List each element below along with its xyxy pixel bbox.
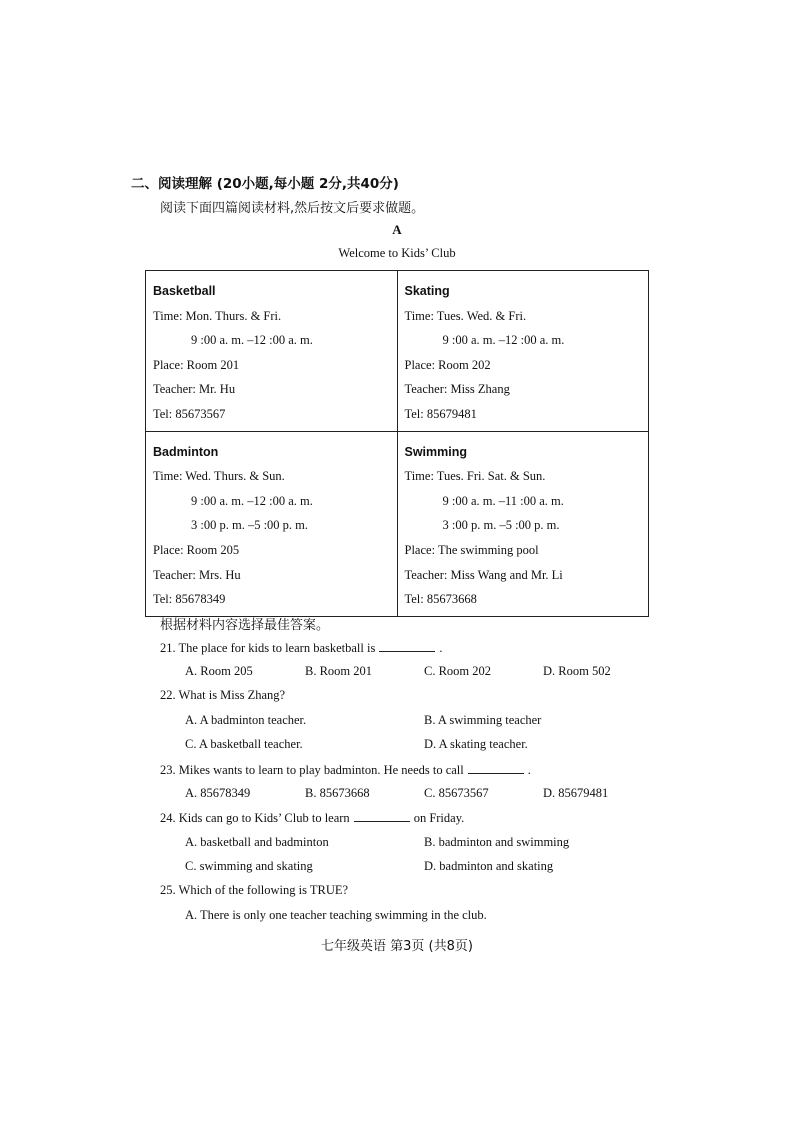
- table-row: [146, 271, 649, 432]
- question-stem-end: .: [527, 763, 531, 777]
- club-teacher: Teacher: Mrs. Hu: [153, 567, 241, 582]
- club-name: Badminton: [153, 444, 219, 459]
- club-tel: Tel: 85679481: [404, 406, 477, 421]
- club-tel: Tel: 85673668: [404, 592, 477, 607]
- club-place: Place: Room 201: [153, 357, 240, 372]
- club-teacher: Teacher: Miss Zhang: [404, 382, 510, 397]
- question-25: 25. Which of the following is TRUE?: [160, 883, 349, 897]
- question-21: [160, 640, 442, 656]
- club-cell-basketball: [146, 271, 398, 432]
- club-time-slot: 9 :00 a. m. –11 :00 a. m.: [442, 493, 564, 508]
- club-time-slot: 3 :00 p. m. –5 :00 p. m.: [442, 518, 560, 533]
- club-tel: Tel: 85673567: [153, 406, 226, 421]
- club-place: Place: Room 205: [153, 542, 240, 557]
- option-22-a[interactable]: A. A badminton teacher.: [185, 713, 307, 727]
- option-25-a[interactable]: A. There is only one teacher teaching swimming in the club.: [185, 908, 487, 922]
- club-time: Time: Wed. Thurs. & Sun.: [153, 469, 285, 484]
- club-time: Time: Mon. Thurs. & Fri.: [153, 308, 282, 323]
- option-21-c[interactable]: C. Room 202: [424, 664, 492, 678]
- table-row: [146, 431, 649, 616]
- club-place: Place: The swimming pool: [404, 542, 539, 557]
- club-time: Time: Tues. Wed. & Fri.: [404, 308, 527, 323]
- option-23-d[interactable]: D. 85679481: [543, 786, 609, 800]
- option-22-b[interactable]: B. A swimming teacher: [424, 713, 542, 727]
- option-22-c[interactable]: C. A basketball teacher.: [185, 737, 303, 751]
- option-23-a[interactable]: A. 85678349: [185, 786, 251, 800]
- club-cell-skating: [397, 271, 649, 432]
- option-24-d[interactable]: D. badminton and skating: [424, 859, 554, 873]
- question-stem-end: on Friday.: [413, 811, 465, 825]
- page-footer: 七年级英语 第3页 (共8页): [321, 939, 473, 954]
- questions-instruction: 根据材料内容选择最佳答案。: [160, 618, 330, 633]
- club-name: Skating: [404, 284, 450, 298]
- answer-blank[interactable]: [468, 762, 524, 774]
- section-title: 二、阅读理解 (20小题,每小题 2分,共40分): [131, 176, 399, 192]
- club-schedule-table: [145, 270, 649, 617]
- option-24-c[interactable]: C. swimming and skating: [185, 859, 313, 873]
- club-place: Place: Room 202: [404, 357, 491, 372]
- club-time-slot: 3 :00 p. m. –5 :00 p. m.: [191, 518, 309, 533]
- section-instruction: 阅读下面四篇阅读材料,然后按文后要求做题。: [160, 201, 425, 216]
- answer-blank[interactable]: [354, 810, 410, 822]
- answer-blank[interactable]: [379, 640, 435, 652]
- club-tel: Tel: 85678349: [153, 592, 226, 607]
- option-21-a[interactable]: A. Room 205: [185, 664, 253, 678]
- question-23: [160, 762, 531, 778]
- passage-label: A: [392, 222, 402, 237]
- option-24-a[interactable]: A. basketball and badminton: [185, 835, 329, 849]
- club-cell-badminton: [146, 431, 398, 616]
- club-cell-swimming: [397, 431, 649, 616]
- option-23-c[interactable]: C. 85673567: [424, 786, 489, 800]
- club-time-slot: 9 :00 a. m. –12 :00 a. m.: [191, 333, 313, 348]
- question-stem: 24. Kids can go to Kids’ Club to learn: [160, 811, 350, 825]
- club-time-slot: 9 :00 a. m. –12 :00 a. m.: [191, 493, 313, 508]
- club-time: Time: Tues. Fri. Sat. & Sun.: [404, 469, 546, 484]
- option-22-d[interactable]: D. A skating teacher.: [424, 737, 528, 751]
- club-time-slot: 9 :00 a. m. –12 :00 a. m.: [442, 333, 565, 348]
- question-22: 22. What is Miss Zhang?: [160, 688, 286, 702]
- option-24-b[interactable]: B. badminton and swimming: [424, 835, 570, 849]
- question-stem-end: .: [439, 641, 443, 655]
- club-name: Swimming: [404, 444, 468, 459]
- option-23-b[interactable]: B. 85673668: [305, 786, 370, 800]
- question-stem: 21. The place for kids to learn basketball is: [160, 641, 376, 655]
- passage-title: Welcome to Kids’ Club: [338, 246, 456, 260]
- question-stem: 23. Mikes wants to learn to play badminton. He needs to call: [160, 763, 464, 777]
- question-24: [160, 810, 464, 826]
- club-name: Basketball: [153, 284, 216, 298]
- option-21-b[interactable]: B. Room 201: [305, 664, 373, 678]
- club-teacher: Teacher: Mr. Hu: [153, 382, 236, 397]
- option-21-d[interactable]: D. Room 502: [543, 664, 611, 678]
- club-teacher: Teacher: Miss Wang and Mr. Li: [404, 567, 563, 582]
